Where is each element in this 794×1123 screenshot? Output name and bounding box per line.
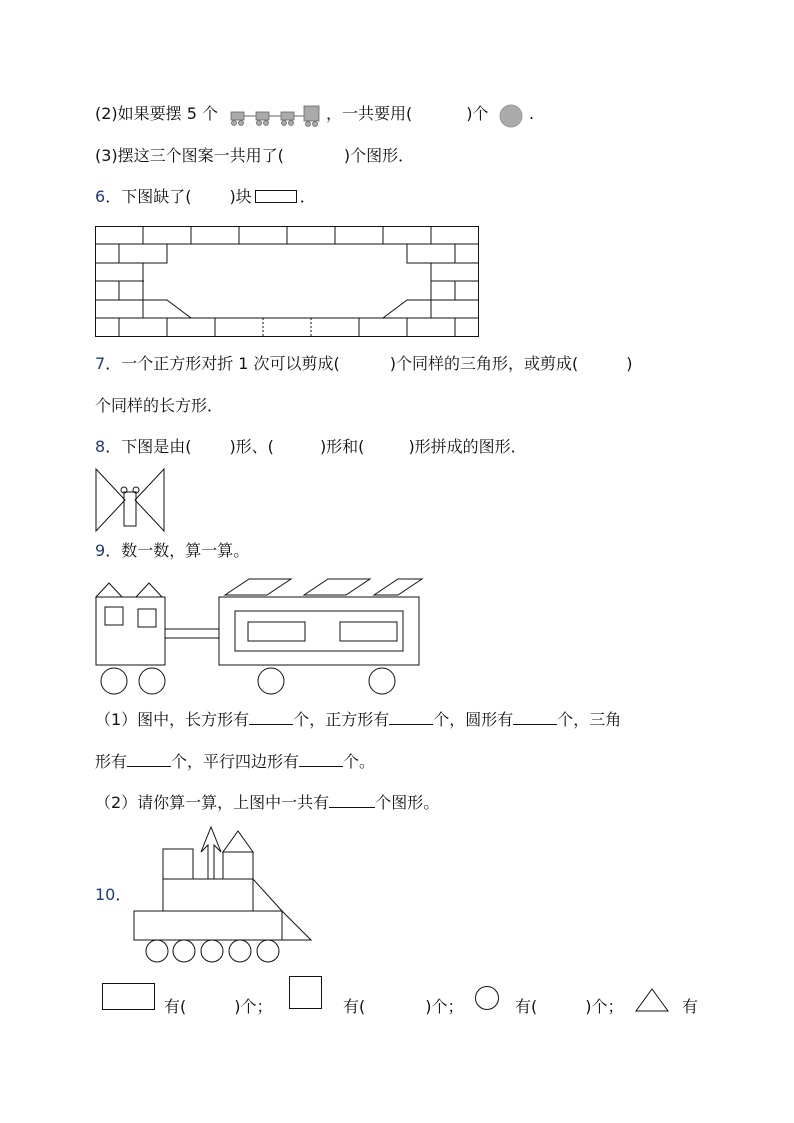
circle-count-blank[interactable] [513, 708, 557, 725]
triangle-icon [635, 988, 669, 1012]
q7-text-c: ) [626, 354, 633, 373]
parallelogram-count-blank[interactable] [299, 750, 343, 767]
rectangle-count [164, 997, 273, 1017]
q9-number: 9 [95, 541, 106, 560]
q9-p1-text-c: 个，圆形有 [433, 710, 514, 729]
q6-text-a: ．下图缺了( [105, 187, 192, 206]
q9-part2 [95, 791, 439, 813]
circle-has-text: 有( [515, 997, 538, 1016]
q7-line2: 个同样的长方形． [95, 396, 224, 415]
q8-text [95, 437, 527, 457]
q9-p1-text-f: 个，平行四边形有 [171, 752, 300, 771]
q9-p1-text-b: 个，正方形有 [293, 710, 390, 729]
rectangle-icon [102, 983, 156, 1011]
q9-part1-line1 [95, 708, 621, 730]
square-ge-text: )个； [425, 997, 464, 1016]
brick-icon [255, 190, 297, 203]
rect-ge-text: )个； [234, 997, 273, 1016]
rect-has-text: 有( [164, 997, 187, 1016]
q5-part3-text-a: (3)摆这三个图案一共用了( [95, 146, 284, 165]
q5-part2-rest [326, 104, 489, 124]
q10-label [95, 885, 131, 905]
q5-part2-text-a: (2)如果要摆 5 个 [95, 104, 219, 123]
q7-number: 7 [95, 354, 106, 373]
q6-text-c: ． [299, 187, 316, 206]
q10-number: 10 [95, 885, 116, 904]
q5-part2 [95, 104, 218, 124]
square-icon [289, 976, 323, 1010]
q8-text-d: )形拼成的图形． [408, 437, 527, 456]
q9-title-text: ．数一数，算一算。 [105, 541, 250, 560]
circle-count [515, 997, 624, 1017]
q5-part2-text-b: ，一共要用( [326, 104, 413, 123]
q6-text [95, 187, 316, 207]
total-count-blank[interactable] [329, 791, 375, 808]
butterfly-figure [95, 468, 165, 532]
circle-icon [474, 985, 500, 1011]
q9-p2-text-b: 个图形。 [375, 793, 440, 812]
q6-number: 6 [95, 187, 106, 206]
q8-text-c: )形和( [319, 437, 365, 456]
q7-text-b: )个同样的三角形，或剪成( [389, 354, 579, 373]
q7-text-a: ．一个正方形对折 1 次可以剪成( [105, 354, 340, 373]
q9-title [95, 541, 249, 561]
rect-count-blank[interactable] [249, 708, 293, 725]
square-count-blank[interactable] [389, 708, 433, 725]
gray-circle-icon [499, 104, 523, 128]
q8-text-a: ．下图是由( [105, 437, 192, 456]
q8-text-b: )形、( [229, 437, 274, 456]
square-count [343, 997, 464, 1017]
brick-wall-figure [95, 226, 480, 338]
circle-ge-text: )个； [585, 997, 624, 1016]
q9-p2-text-a: （2）请你算一算，上图中一共有 [95, 793, 330, 812]
q6-text-b: )块 [229, 187, 252, 206]
q9-part1-line2 [95, 750, 375, 772]
q8-number: 8 [95, 437, 106, 456]
triangle-count-blank[interactable] [127, 750, 171, 767]
q9-p1-text-a: （1）图中，长方形有 [95, 710, 250, 729]
q5-part2-period: . [529, 104, 535, 123]
q10-dot: ． [115, 885, 132, 904]
train-pattern-figure [230, 104, 320, 128]
q7-line1 [95, 354, 633, 374]
triangle-count: 有 [682, 997, 699, 1016]
q9-p1-text-e: 形有 [95, 752, 128, 771]
locomotive-figure [133, 826, 315, 966]
q5-part3-text-b: )个图形． [343, 146, 415, 165]
train-figure [95, 575, 425, 697]
q9-p1-text-g: 个。 [343, 752, 376, 771]
q5-part2-text-c: )个 [466, 104, 489, 123]
square-has-text: 有( [343, 997, 366, 1016]
q9-p1-text-d: 个，三角 [557, 710, 622, 729]
q5-part3 [95, 146, 414, 166]
